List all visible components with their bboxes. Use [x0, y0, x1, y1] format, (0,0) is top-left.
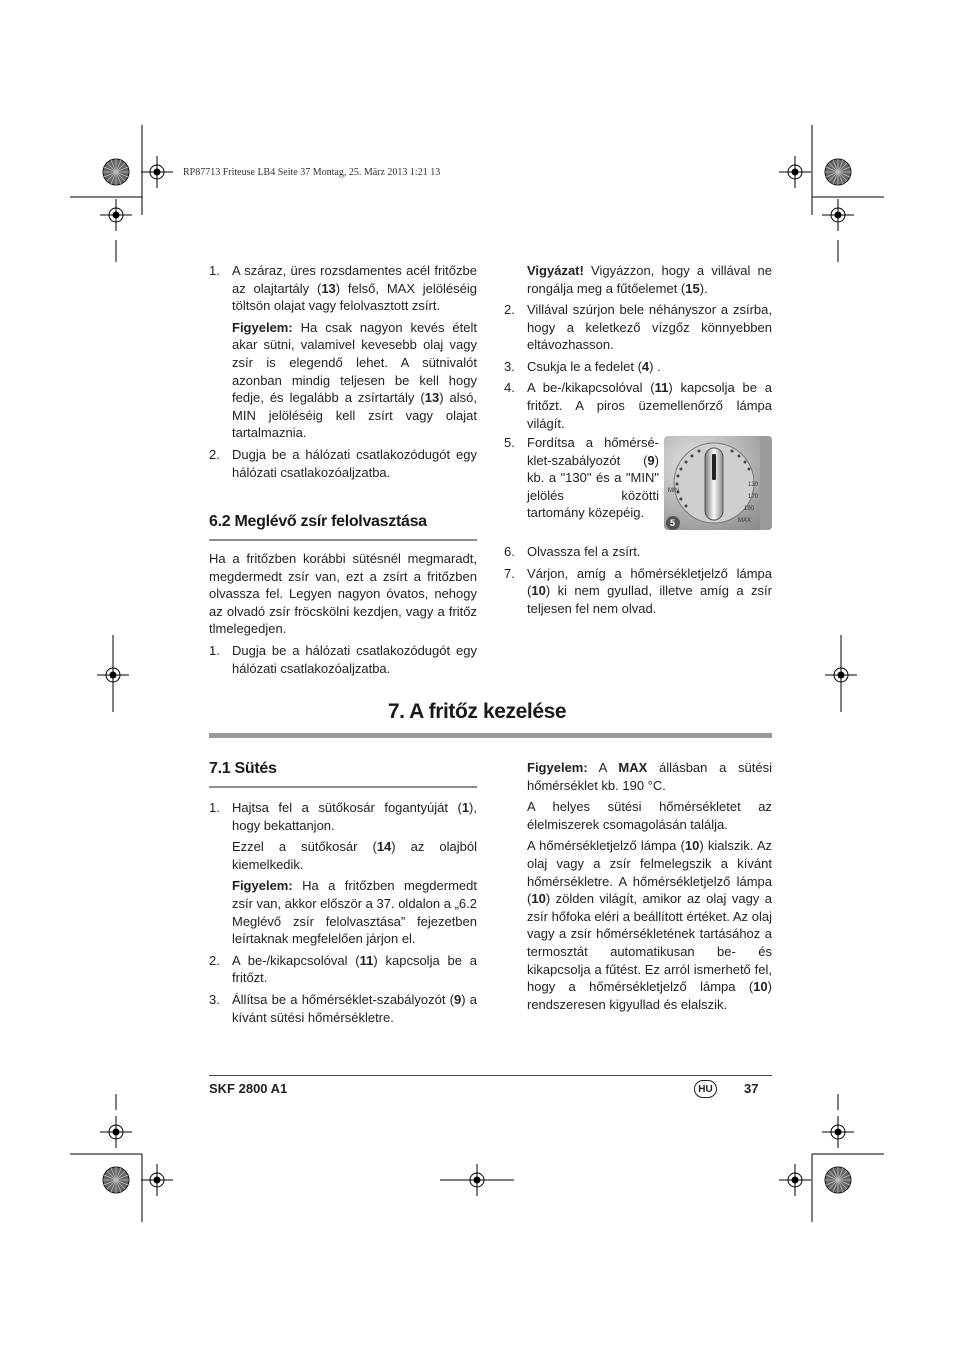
section-rule: [209, 539, 477, 541]
note-paragraph: Figyelem: Ha a fritőzben megdermedt zsír van, akkor először a 37. oldalon a „6.2 Meglévő zsír felolvasztása” fejezetben leírtaknak megfelelően járjon el.: [232, 878, 477, 947]
list-item: 3. Állítsa be a hőmérséklet-szabályozót (9) a kívánt sütési hőmérsékletre.: [209, 991, 478, 1025]
paragraph: A helyes sütési hőmérsékletet az élelmiszerek csomagolásán találja.: [527, 799, 772, 832]
section-7-1-body: [209, 799, 477, 1030]
list-item: 5. Fordítsa a hőmérsé-klet-szabályozót (9) kb. a "130" és a "MIN" jelölés közötti tartomány közepéig.: [504, 435, 659, 521]
footer-rule: [209, 1075, 772, 1076]
right-items-6-7: [504, 543, 772, 621]
list-item: 1. A száraz, üres rozsdamentes acél fritőzbe az olajtartály (13) felső, MAX jelöléséig töltsön olajat vagy felolvasztott zsírt.: [209, 263, 477, 314]
right-top-list: [504, 301, 772, 436]
list-item: 4. A be-/kikapcsolóval (11) kapcsolja be a fritőzt. A piros üzemellenőrző lámpa világít.: [504, 380, 772, 431]
warning-paragraph: Vigyázat! Vigyázzon, hogy a villával ne rongálja meg a fűtőelemet (15).: [527, 263, 772, 296]
figure-badge: 5: [670, 518, 676, 528]
dial-label-max: MAX: [738, 518, 752, 524]
dial-label-130: 130: [748, 482, 759, 488]
section-6-2-body: [209, 550, 477, 681]
dial-label-min: MIN: [668, 488, 679, 494]
list-item: 2. Villával szúrjon bele néhányszor a zsírba, hogy a keletkező vízgőz könnyebben eltávozhasson.: [504, 302, 772, 353]
list-item: 1. Hajtsa fel a sütőkosár fogantyúját (1), hogy bekattanjon.: [209, 800, 477, 833]
right-top-block: [527, 262, 772, 301]
list-item: 2. A be-/kikapcsolóval (11) kapcsolja be a fritőzt.: [209, 952, 477, 986]
footer-model: SKF 2800 A1: [209, 1081, 288, 1096]
list-item: 7. Várjon, amíg a hőmérsékletjelző lámpa (10) ki nem gyullad, illetve amíg a zsír teljesen fel nem olvad.: [504, 565, 772, 616]
section-6-2-heading: 6.2 Meglévő zsír felolvasztása: [209, 513, 427, 530]
sub-paragraph: Ezzel a sütőkosár (14) az olajból kiemelkedik.: [232, 839, 477, 872]
dial-label-190: 190: [744, 506, 755, 512]
section-rule: [209, 786, 477, 788]
list-item: 1. Dugja be a hálózati csatlakozódugót egy hálózati csatlakozóaljzatba.: [209, 642, 477, 676]
dial-label-170: 170: [748, 494, 759, 500]
chapter-rule: [209, 733, 772, 738]
page-number: 37: [744, 1081, 759, 1096]
list-item: 2. Dugja be a hálózati csatlakozódugót egy hálózati csatlakozóaljzatba.: [209, 446, 477, 480]
left-top-block: [209, 262, 477, 485]
note-paragraph: Figyelem: Ha csak nagyon kevés ételt akar sütni, valamivel kevesebb olaj vagy zsír is elegendő lehet. A sütnivalót azonban mindig teljesen be kell hogy fedje, és legalább a zsírtartály (13) alsó, MIN jelöléséig kell zsírt vagy olajat tartalmaznia.: [232, 319, 477, 441]
right-item-5: [504, 434, 659, 526]
chapter-7-heading: 7. A fritőz kezelése: [387, 700, 567, 723]
print-header-note: RP87713 Friteuse LB4 Seite 37 Montag, 25. März 2013 1:21 13: [183, 167, 441, 178]
language-badge: HU: [694, 1080, 717, 1098]
list-item: 3. Csukja le a fedelet (4) .: [504, 358, 661, 374]
list-item: 6. Olvassza fel a zsírt.: [504, 544, 641, 559]
paragraph: A hőmérsékletjelző lámpa (10) kialszik. Az olaj vagy a zsír felmelegszik a kívánt hőmérsékletre. A hőmérsékletjelző lámpa (10) zölden világít, amikor az olaj vagy a zsír hőfoka eléri a beállított értéket. Az olaj vagy a zsír hőmérsékletének tartásához a termosztát automatikusan be- és kikapcsolja a fűtést. Ez arról ismerhető fel, hogy a hőmérsékletjelző lámpa (10) rendszeresen kigyullad és elalszik.: [527, 838, 773, 1012]
paragraph: Ha a fritőzben korábbi sütésnél megmaradt, megdermedt zsír van, ezt a zsírt a fritőzben olvassza fel. Legyen nagyon óvatos, nehogy az olvadó zsír fröcskölni kezdjen, vagy a fritőz tlmelegedjen.: [209, 551, 477, 637]
section-7-1-heading: 7.1 Sütés: [209, 760, 277, 777]
temperature-dial-icon: [664, 436, 772, 530]
right-bottom-block: [527, 759, 772, 1017]
note-paragraph: Figyelem: A MAX állásban a sütési hőmérséklet kb. 190 °C.: [527, 760, 773, 793]
temperature-dial-photo: [664, 436, 772, 530]
